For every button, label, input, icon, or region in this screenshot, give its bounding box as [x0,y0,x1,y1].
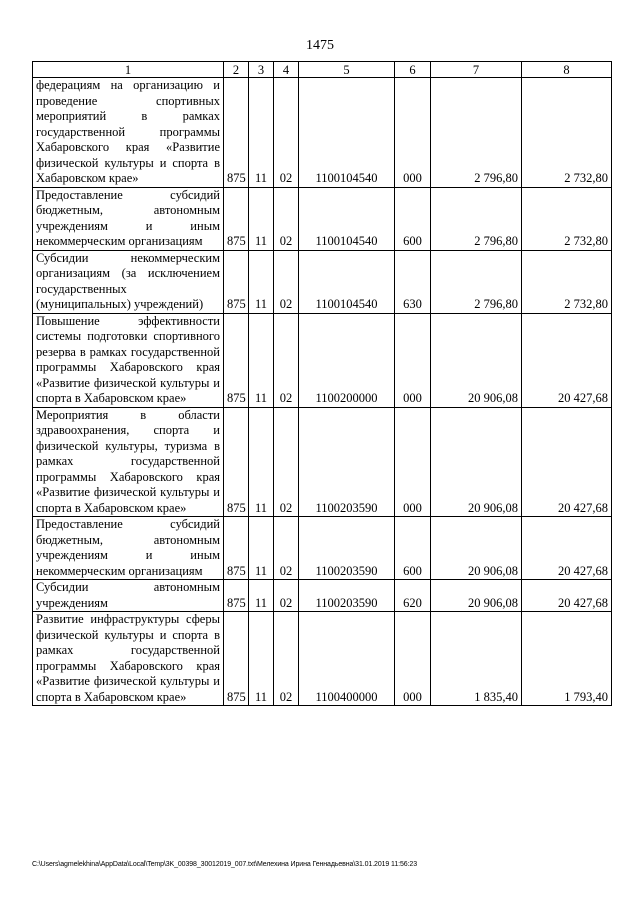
table-row [33,407,612,517]
row-expense-type: 000 [395,78,431,188]
row-section: 11 [249,580,274,612]
row-subsection: 02 [274,313,299,407]
row-amount-8: 20 427,68 [522,580,612,612]
row-section: 11 [249,612,274,706]
page-number: 1475 [306,38,334,53]
header-col-6: 6 [395,62,431,78]
row-expense-type: 600 [395,187,431,250]
row-expense-type: 620 [395,580,431,612]
row-amount-7: 1 835,40 [431,612,522,706]
row-target-article: 1100104540 [299,250,395,313]
row-ministry-code: 875 [224,187,249,250]
row-expense-type: 000 [395,407,431,517]
row-name: федерациям на организацию и проведение спортивных мероприятий в рамках государственной программы Хабаровского края «Развитие физической культуры и спорта в Хабаровском крае» [33,78,224,188]
table-row [33,517,612,580]
header-col-8: 8 [522,62,612,78]
row-amount-8: 2 732,80 [522,78,612,188]
row-subsection: 02 [274,250,299,313]
row-amount-8: 20 427,68 [522,517,612,580]
row-ministry-code: 875 [224,250,249,313]
row-section: 11 [249,187,274,250]
table-row [33,78,612,188]
row-amount-7: 20 906,08 [431,313,522,407]
header-col-5: 5 [299,62,395,78]
row-name: Субсидии автономным учреждениям [33,580,224,612]
budget-table [32,61,612,706]
row-name: Предоставление субсидий бюджетным, автономным учреждениям и иным некоммерческим организациям [33,187,224,250]
row-name: Субсидии некоммерческим организациям (за исключением государственных (муниципальных) учреждений) [33,250,224,313]
table-row [33,313,612,407]
header-col-7: 7 [431,62,522,78]
row-subsection: 02 [274,517,299,580]
file-path-footer: C:\Users\agmelekhina\AppData\Local\Temp\3K_00398_30012019_007.txt\Мелехина Ирина Геннадьевна\31.01.2019 11:56:23 [32,861,417,868]
row-target-article: 1100104540 [299,187,395,250]
row-target-article: 1100203590 [299,407,395,517]
row-expense-type: 600 [395,517,431,580]
row-section: 11 [249,250,274,313]
row-target-article: 1100104540 [299,78,395,188]
row-amount-8: 20 427,68 [522,407,612,517]
row-name: Развитие инфраструктуры сферы физической культуры и спорта в рамках государственной программы Хабаровского края «Развитие физической культуры и спорта в Хабаровском крае» [33,612,224,706]
row-subsection: 02 [274,580,299,612]
row-amount-7: 20 906,08 [431,580,522,612]
table-row [33,187,612,250]
table-row [33,250,612,313]
row-amount-7: 2 796,80 [431,187,522,250]
row-subsection: 02 [274,187,299,250]
row-amount-7: 2 796,80 [431,78,522,188]
row-amount-7: 20 906,08 [431,407,522,517]
row-name: Повышение эффективности системы подготовки спортивного резерва в рамках государственной программы Хабаровского края «Развитие физической культуры и спорта в Хабаровском крае» [33,313,224,407]
header-col-2: 2 [224,62,249,78]
row-target-article: 1100203590 [299,517,395,580]
row-section: 11 [249,407,274,517]
table-row [33,612,612,706]
row-name: Предоставление субсидий бюджетным, автономным учреждениям и иным некоммерческим организациям [33,517,224,580]
row-amount-8: 1 793,40 [522,612,612,706]
header-col-4: 4 [274,62,299,78]
header-row [33,62,612,78]
row-target-article: 1100200000 [299,313,395,407]
row-subsection: 02 [274,612,299,706]
row-ministry-code: 875 [224,313,249,407]
row-ministry-code: 875 [224,612,249,706]
row-target-article: 1100400000 [299,612,395,706]
row-ministry-code: 875 [224,407,249,517]
row-amount-7: 20 906,08 [431,517,522,580]
header-col-3: 3 [249,62,274,78]
row-amount-8: 20 427,68 [522,313,612,407]
row-ministry-code: 875 [224,517,249,580]
row-expense-type: 000 [395,313,431,407]
row-amount-7: 2 796,80 [431,250,522,313]
row-expense-type: 000 [395,612,431,706]
row-ministry-code: 875 [224,580,249,612]
row-name: Мероприятия в области здравоохранения, спорта и физической культуры, туризма в рамках государственной программы Хабаровского края «Развитие физической культуры и спорта в Хабаровском крае» [33,407,224,517]
row-subsection: 02 [274,78,299,188]
row-section: 11 [249,78,274,188]
row-target-article: 1100203590 [299,580,395,612]
row-section: 11 [249,517,274,580]
row-subsection: 02 [274,407,299,517]
row-amount-8: 2 732,80 [522,187,612,250]
row-expense-type: 630 [395,250,431,313]
table-row [33,580,612,612]
row-amount-8: 2 732,80 [522,250,612,313]
row-ministry-code: 875 [224,78,249,188]
row-section: 11 [249,313,274,407]
header-col-1: 1 [33,62,224,78]
